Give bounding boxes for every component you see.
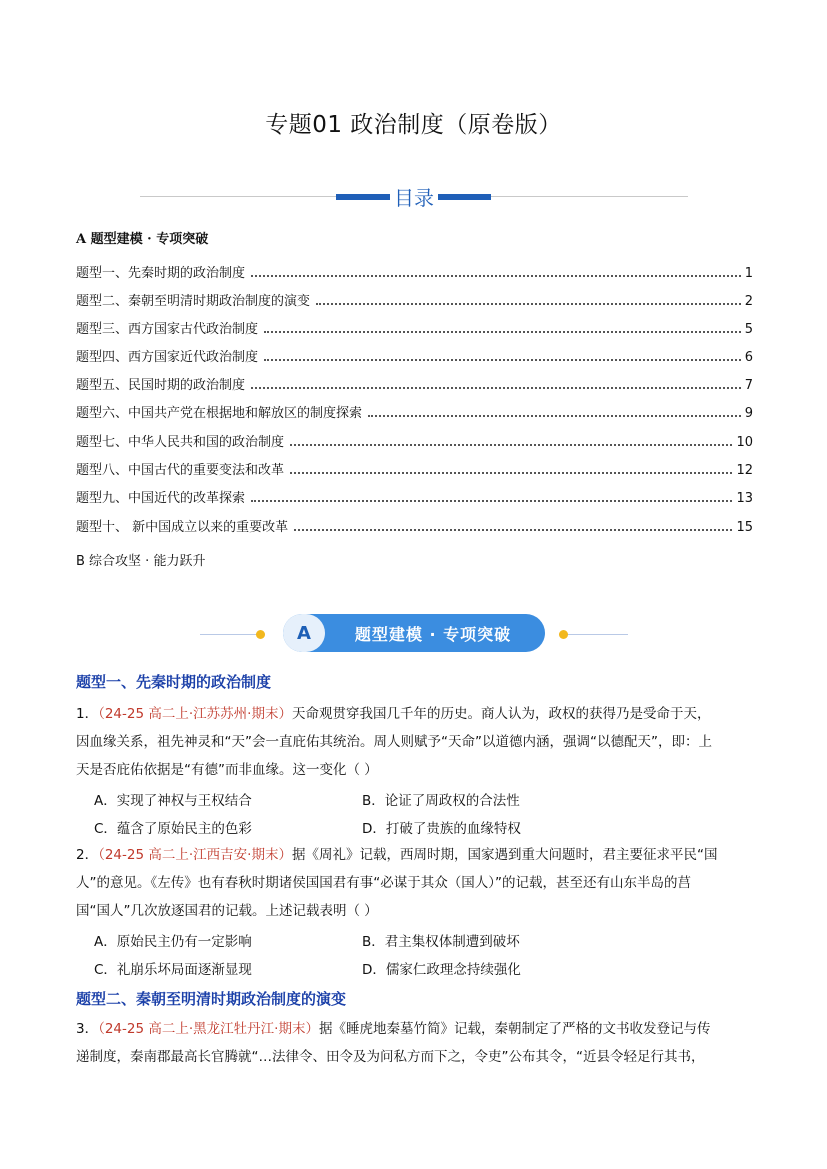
banner-dot-right [559,630,568,639]
question-source: （24-25 高二上·黑龙江牡丹江·期末） [98,1021,319,1037]
banner-letter: A [283,614,325,652]
option-c[interactable]: C．礼崩乐坏局面逐渐显现 [94,962,252,978]
banner-dot-left [256,630,265,639]
toc-item[interactable]: 题型六、中国共产党在根据地和解放区的制度探索 9 [76,406,753,421]
toc-item[interactable]: 题型四、西方国家近代政治制度 6 [76,350,753,365]
toc-section-a: A 题型建模 · 专项突破 [76,232,209,247]
option-d[interactable]: D．打破了贵族的血缘特权 [362,821,521,837]
option-d[interactable]: D．儒家仁政理念持续强化 [362,962,521,978]
document-title: 专题01 政治制度（原卷版） [265,112,562,138]
toc-item[interactable]: 题型八、中国古代的重要变法和改革 12 [76,463,753,478]
section-title-1: 题型一、先秦时期的政治制度 [76,673,272,691]
banner-title: 题型建模 · 专项突破 [354,624,512,644]
toc-item[interactable]: 题型一、先秦时期的政治制度 1 [76,266,753,281]
toc-item[interactable]: 题型五、民国时期的政治制度 7 [76,378,753,393]
banner-line-right [566,634,628,635]
toc-item[interactable]: 题型十、 新中国成立以来的重要改革 15 [76,520,753,535]
option-c[interactable]: C．蕴含了原始民主的色彩 [94,821,252,837]
question-source: （24-25 高二上·江苏苏州·期末） [98,706,292,722]
toc-heading: 目录 [390,182,438,211]
option-a[interactable]: A．实现了神权与王权结合 [94,793,252,809]
banner-line-left [200,634,262,635]
question-source: （24-25 高二上·江西吉安·期末） [98,847,292,863]
section-title-2: 题型二、秦朝至明清时期政治制度的演变 [76,990,347,1008]
option-a[interactable]: A．原始民主仍有一定影响 [94,934,252,950]
question-2: 2．（24-25 高二上·江西吉安·期末）据《周礼》记载，西周时期，国家遇到重大问题时，君主要征求平民“国 人”的意见。《左传》也有春秋时期诸侯国国君有事“必谋于其众（国人）”的记载，甚至还有山东半岛的莒 国“国人”几次放逐国君的记载。上述记载表明（ ） [76,847,718,919]
toc-item[interactable]: 题型七、中华人民共和国的政治制度 10 [76,435,753,450]
toc-section-b[interactable]: B 综合攻坚 · 能力跃升 [76,554,206,569]
question-3: 3．（24-25 高二上·黑龙江牡丹江·期末）据《睡虎地秦墓竹简》记载，秦朝制定了严格的文书收发登记与传 递制度，秦南郡最高长官腾就“…法律令、田令及为问私方而下之，令吏”公布其令，“近县令轻足行其书， [76,1021,711,1065]
toc-item[interactable]: 题型三、西方国家古代政治制度 5 [76,322,753,337]
toc-item[interactable]: 题型二、秦朝至明清时期政治制度的演变 2 [76,294,753,309]
option-b[interactable]: B．论证了周政权的合法性 [362,793,520,809]
option-b[interactable]: B．君主集权体制遭到破坏 [362,934,520,950]
question-1: 1．（24-25 高二上·江苏苏州·期末）天命观贯穿我国几千年的历史。商人认为，政权的获得乃是受命于天， 因血缘关系，祖先神灵和“天”会一直庇佑其统治。周人则赋予“天命”以道德内涵，强调“以德配天”，即：上 天是否庇佑依据是“有德”而非血缘。这一变化（ ） [76,706,712,778]
toc-item[interactable]: 题型九、中国近代的改革探索 13 [76,491,753,506]
